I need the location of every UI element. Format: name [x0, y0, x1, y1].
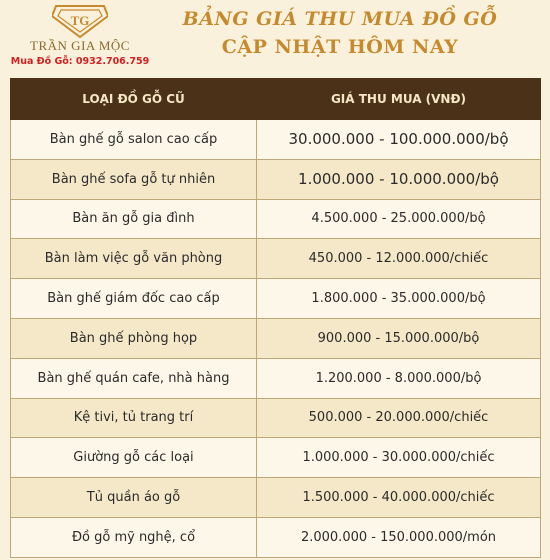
- page-title-line2: CẬP NHẬT HÔM NAY: [221, 36, 459, 58]
- price-cell: 900.000 - 15.000.000/bộ: [257, 318, 541, 358]
- item-name-cell: Bàn làm việc gỗ văn phòng: [11, 239, 257, 279]
- price-cell: 2.000.000 - 150.000.000/món: [257, 517, 541, 557]
- table-header-row: [11, 79, 541, 120]
- price-cell: 30.000.000 - 100.000.000/bộ: [257, 120, 541, 160]
- price-cell: 1.800.000 - 35.000.000/bộ: [257, 279, 541, 319]
- price-table: [10, 78, 541, 558]
- logo-diamond-icon: [52, 4, 108, 38]
- table-row: [11, 239, 541, 279]
- logo: [10, 4, 150, 68]
- item-name-cell: Kệ tivi, tủ trang trí: [11, 398, 257, 438]
- item-name-cell: Đồ gỗ mỹ nghệ, cổ: [11, 517, 257, 557]
- price-cell: 450.000 - 12.000.000/chiếc: [257, 239, 541, 279]
- page-title-line1: BẢNG GIÁ THU MUA ĐỒ GỖ: [182, 8, 498, 30]
- brand-name: TRẦN GIA MỘC: [30, 38, 130, 53]
- item-name-cell: Giường gỗ các loại: [11, 438, 257, 478]
- item-name-cell: Bàn ghế gỗ salon cao cấp: [11, 120, 257, 160]
- table-row: [11, 318, 541, 358]
- price-cell: 1.000.000 - 10.000.000/bộ: [257, 159, 541, 199]
- price-cell: 1.200.000 - 8.000.000/bộ: [257, 358, 541, 398]
- price-cell: 1.000.000 - 30.000.000/chiếc: [257, 438, 541, 478]
- table-row: [11, 478, 541, 518]
- table-row: [11, 517, 541, 557]
- item-name-cell: Tủ quần áo gỗ: [11, 478, 257, 518]
- price-cell: 4.500.000 - 25.000.000/bộ: [257, 199, 541, 239]
- item-name-cell: Bàn ghế sofa gỗ tự nhiên: [11, 159, 257, 199]
- price-cell: 500.000 - 20.000.000/chiếc: [257, 398, 541, 438]
- table-row: [11, 279, 541, 319]
- item-name-cell: Bàn ăn gỗ gia đình: [11, 199, 257, 239]
- item-name-cell: Bàn ghế phòng họp: [11, 318, 257, 358]
- column-header-item-type: LOẠI ĐỒ GỖ CŨ: [11, 79, 257, 120]
- item-name-cell: Bàn ghế giám đốc cao cấp: [11, 279, 257, 319]
- table-row: [11, 199, 541, 239]
- item-name-cell: Bàn ghế quán cafe, nhà hàng: [11, 358, 257, 398]
- header: [0, 0, 550, 72]
- table-row: [11, 159, 541, 199]
- svg-text:TG: TG: [70, 13, 90, 28]
- table-row: [11, 358, 541, 398]
- column-header-price: GIÁ THU MUA (VNĐ): [257, 79, 541, 120]
- price-cell: 1.500.000 - 40.000.000/chiếc: [257, 478, 541, 518]
- table-row: [11, 120, 541, 160]
- brand-phone: Mua Đồ Gỗ: 0932.706.759: [10, 56, 150, 67]
- table-row: [11, 398, 541, 438]
- table-row: [11, 438, 541, 478]
